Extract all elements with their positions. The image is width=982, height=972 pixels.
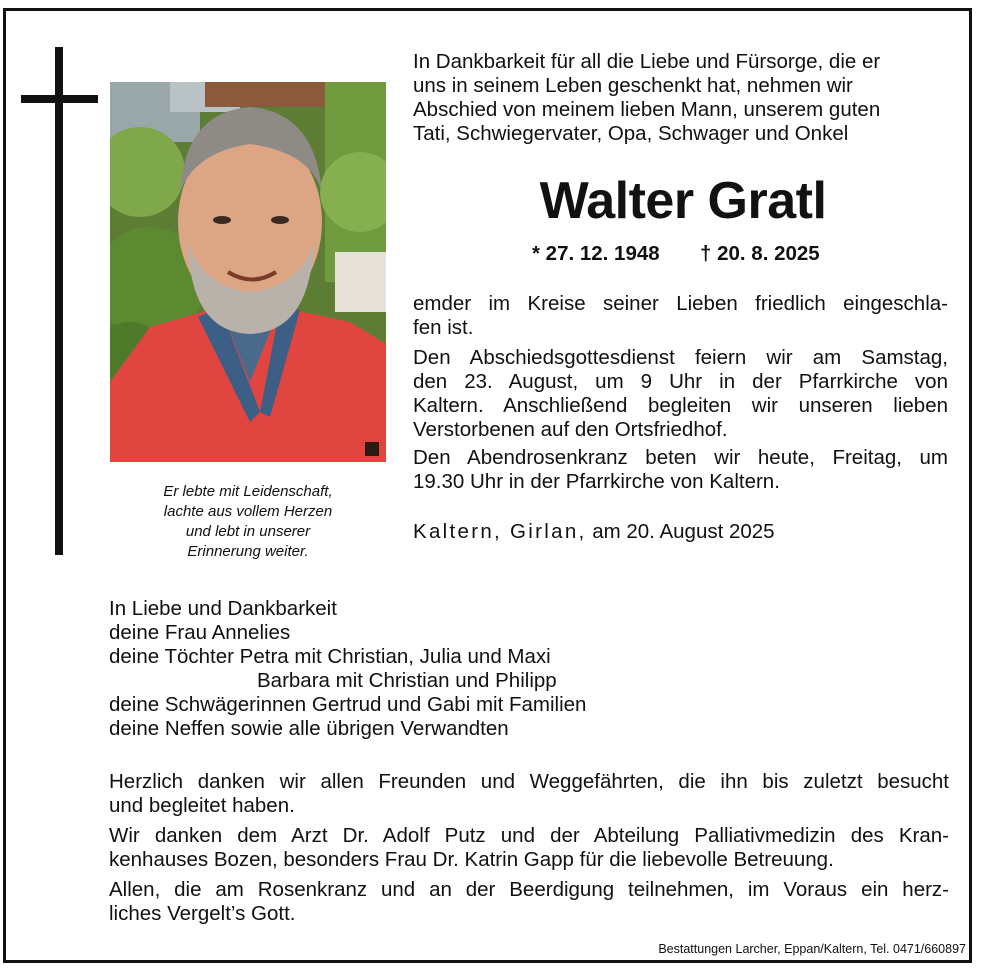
date: am 20. August 2025 [586,520,775,543]
paragraph-line: 19.30 Uhr in der Pfarrkirche von Kaltern. [413,470,780,493]
intro-line: In Dankbarkeit für all die Liebe und Fürsorge, die er [413,50,881,73]
intro-line: uns in seinem Leben geschenkt hat, nehmen wir [413,74,853,97]
thanks-line: Allen, die am Rosenkranz und an der Beerdigung teilnehmen, im Voraus ein herz- [109,878,949,901]
paragraph-line: Den Abschiedsgottesdienst feiern wir am Samstag, [413,346,948,369]
place: Kaltern, Girlan, [413,520,587,543]
portrait-image [110,82,386,462]
intro-text [413,50,953,146]
family-line: In Liebe und Dankbarkeit [109,597,337,620]
thanks-line: und begleitet haben. [109,794,295,817]
funeral-home-footer: Bestattungen Larcher, Eppan/Kaltern, Tel. 0471/660897 [658,942,966,956]
paragraph-line: Verstorbenen auf den Ortsfriedhof. [413,418,728,441]
family-list [109,597,586,741]
paragraph-line: Den Abendrosenkranz beten wir heute, Freitag, um [413,446,948,469]
caption-line: Er lebte mit Leidenschaft, [163,483,333,500]
deceased-name: Walter Gratl [539,172,827,230]
passing-paragraph [413,292,948,340]
family-line: deine Schwägerinnen Gertrud und Gabi mit Familien [109,693,587,716]
paragraph-line: Kaltern. Anschließend begleiten wir unseren lieben [413,394,948,417]
caption-line: lachte aus vollem Herzen [163,503,333,520]
paragraph-line: emder im Kreise seiner Lieben friedlich eingeschla- [413,292,948,315]
place-date-line [413,519,775,545]
caption-line: Erinnerung weiter. [187,543,309,560]
family-line: deine Frau Annelies [109,621,291,644]
thanks-line: Herzlich danken wir allen Freunden und Weggefährten, die ihn bis zuletzt besucht [109,770,949,793]
portrait-photo [110,82,386,462]
family-line: Barbara mit Christian und Philipp [257,669,557,692]
cross-icon [55,47,63,555]
paragraph-line: den 23. August, um 9 Uhr in der Pfarrkirche von [413,370,948,393]
thanks-line: Wir danken dem Arzt Dr. Adolf Putz und der Abteilung Palliativmedizin des Kran- [109,824,949,847]
rosary-paragraph [413,446,948,494]
thanks-attendees [109,878,949,926]
family-line: deine Töchter Petra mit Christian, Julia und Maxi [109,645,551,668]
thanks-line: kenhauses Bozen, besonders Frau Dr. Katrin Gapp für die liebevolle Betreuung. [109,848,834,871]
cross-icon-bar [21,95,98,103]
caption-line: und lebt in unserer [185,523,311,540]
birth-date: * 27. 12. 1948 [532,242,660,265]
thanks-doctors [109,824,949,872]
paragraph-line: fen ist. [413,316,474,339]
thanks-friends [109,770,949,818]
funeral-paragraph [413,346,948,442]
death-date: † 20. 8. 2025 [700,242,820,265]
intro-line: Abschied von meinem lieben Mann, unserem guten [413,98,881,121]
family-line: deine Neffen sowie alle übrigen Verwandten [109,717,509,740]
photo-caption [110,482,386,562]
intro-line: Tati, Schwiegervater, Opa, Schwager und Onkel [413,122,849,145]
thanks-line: liches Vergelt’s Gott. [109,902,296,925]
